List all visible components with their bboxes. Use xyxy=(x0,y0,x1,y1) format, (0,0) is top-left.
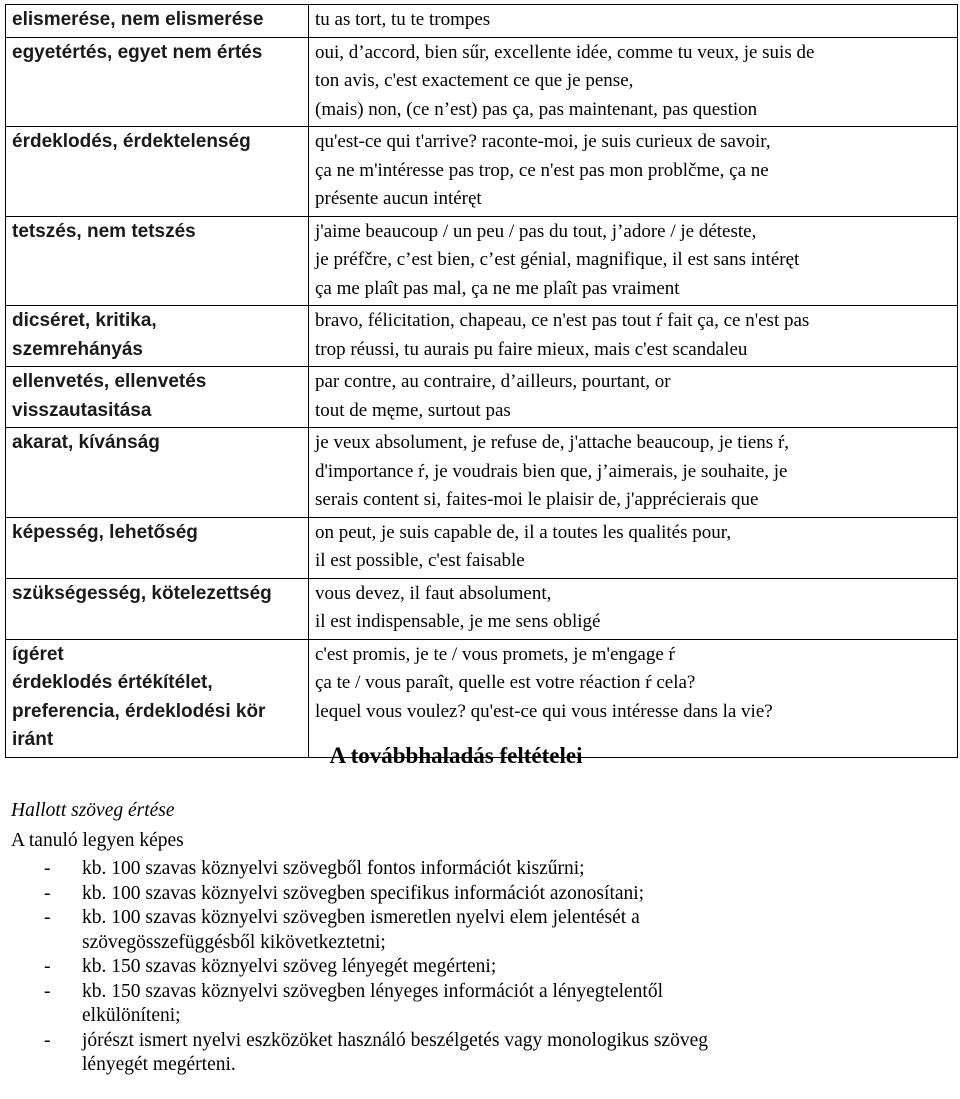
function-label: ígéret xyxy=(12,643,64,665)
phrases-cell xyxy=(309,127,958,217)
phrases-cell xyxy=(309,37,958,127)
table-row xyxy=(6,306,958,367)
function-label: egyetértés, egyet nem értés xyxy=(12,41,263,63)
function-cell xyxy=(6,639,309,757)
list-item xyxy=(11,955,911,980)
section-heading: A továbbhaladás feltételei xyxy=(329,743,583,768)
intro-text: A tanuló legyen képes xyxy=(11,830,184,851)
function-cell xyxy=(6,5,309,38)
phrase-line: qu'est-ce qui t'arrive? raconte-moi, je suis curieux de savoir, xyxy=(315,131,771,152)
list-dash: - xyxy=(44,956,51,977)
table-row xyxy=(6,216,958,306)
function-label: iránt xyxy=(12,729,54,750)
phrase-line: ça me plaît pas mal, ça ne me plaît pas vraiment xyxy=(315,277,680,299)
phrases-cell xyxy=(309,216,958,306)
phrase-line: présente aucun intéręt xyxy=(315,188,482,209)
function-label: preferencia, érdeklodési kör xyxy=(12,700,266,722)
phrase-line: j'aime beaucoup / un peu / pas du tout, j’adore / je déteste, xyxy=(315,220,757,242)
function-cell xyxy=(6,127,309,217)
list-item xyxy=(11,906,911,955)
table-row xyxy=(6,578,958,639)
phrases-cell xyxy=(309,306,958,367)
phrases-cell xyxy=(309,367,958,428)
phrase-line: ça te / vous paraît, quelle est votre réaction ŕ cela? xyxy=(315,672,696,693)
list-item-text: kb. 100 szavas köznyelvi szövegből fontos információt kiszűrni; xyxy=(82,858,585,879)
function-label: visszautasitása xyxy=(12,399,152,421)
list-item-text: jórészt ismert nyelvi eszközöket használó beszélgetés vagy monologikus szöveg xyxy=(82,1029,708,1051)
function-label: dicséret, kritika, xyxy=(12,310,157,331)
list-item-text: kb. 150 szavas köznyelvi szövegben lényeges információt a lényegtelentől xyxy=(82,980,664,1002)
list-item-text: lényegét megérteni. xyxy=(82,1054,236,1075)
function-label: szemrehányás xyxy=(12,338,143,360)
phrases-cell xyxy=(309,639,958,757)
list-item-text: elkülöníteni; xyxy=(82,1005,181,1026)
phrase-line: tu as tort, tu te trompes xyxy=(315,9,491,30)
table-row xyxy=(6,428,958,518)
phrase-line: on peut, je suis capable de, il a toutes les qualités pour, xyxy=(315,521,732,543)
phrase-line: je préfčre, c’est bien, c’est génial, magnifique, il est sans intéręt xyxy=(315,249,800,270)
phrase-line: il est possible, c'est faisable xyxy=(315,550,525,571)
requirements-list xyxy=(11,857,911,1078)
table-row xyxy=(6,127,958,217)
list-item-text: szövegösszefüggésből kikövetkeztetni; xyxy=(82,931,386,953)
list-dash: - xyxy=(44,907,51,928)
function-label: ellenvetés, ellenvetés xyxy=(12,371,207,392)
phrase-line: oui, d’accord, bien sűr, excellente idée, comme tu veux, je suis de xyxy=(315,41,815,63)
phrase-line: lequel vous voulez? qu'est-ce qui vous intéresse dans la vie? xyxy=(315,700,773,722)
table-row xyxy=(6,517,958,578)
function-label: érdeklodés értékítélet, xyxy=(12,672,213,693)
function-cell xyxy=(6,367,309,428)
phrases-cell xyxy=(309,578,958,639)
list-item xyxy=(11,857,911,882)
function-label: képesség, lehetőség xyxy=(12,521,198,543)
function-label: tetszés, nem tetszés xyxy=(12,220,196,242)
table-row xyxy=(6,37,958,127)
phrases-cell xyxy=(309,428,958,518)
list-dash: - xyxy=(44,882,51,904)
phrase-line: c'est promis, je te / vous promets, je m'engage ŕ xyxy=(315,643,675,665)
phrase-line: il est indispensable, je me sens obligé xyxy=(315,611,601,632)
function-label: elismerése, nem elismerése xyxy=(12,9,264,30)
list-item-text: kb. 100 szavas köznyelvi szövegben ismeretlen nyelvi elem jelentését a xyxy=(82,907,640,928)
function-cell xyxy=(6,306,309,367)
table-row xyxy=(6,5,958,38)
subsection-title: Hallott szöveg értése xyxy=(11,800,175,821)
list-dash: - xyxy=(44,980,51,1002)
table-row xyxy=(6,639,958,757)
list-item-text: kb. 100 szavas köznyelvi szövegben specifikus információt azonosítani; xyxy=(82,882,645,904)
function-label: akarat, kívánság xyxy=(12,432,160,453)
function-cell xyxy=(6,428,309,518)
phrases-cell xyxy=(309,5,958,38)
function-label: érdeklodés, érdektelenség xyxy=(12,131,251,152)
phrase-line: ça ne m'intéresse pas trop, ce n'est pas mon problčme, ça ne xyxy=(315,159,769,181)
phrase-line: je veux absolument, je refuse de, j'attache beaucoup, je tiens ŕ, xyxy=(315,432,790,453)
list-dash: - xyxy=(44,858,51,879)
phrases-cell xyxy=(309,517,958,578)
language-functions-table xyxy=(5,4,958,758)
table-row xyxy=(6,367,958,428)
phrase-line: serais content si, faites-moi le plaisir de, j'apprécierais que xyxy=(315,489,759,510)
list-item xyxy=(11,1029,911,1078)
function-cell xyxy=(6,37,309,127)
function-cell xyxy=(6,216,309,306)
list-item-text: kb. 150 szavas köznyelvi szöveg lényegét megérteni; xyxy=(82,956,497,977)
phrase-line: ton avis, c'est exactement ce que je pense, xyxy=(315,70,634,91)
function-label: szükségesség, kötelezettség xyxy=(12,582,272,604)
phrase-line: par contre, au contraire, d’ailleurs, pourtant, or xyxy=(315,371,671,392)
list-item xyxy=(11,980,911,1029)
list-item xyxy=(11,882,911,907)
phrase-line: vous devez, il faut absolument, xyxy=(315,582,552,604)
phrase-line: (mais) non, (ce n’est) pas ça, pas maintenant, pas question xyxy=(315,98,758,120)
list-dash: - xyxy=(44,1029,51,1051)
phrase-line: bravo, félicitation, chapeau, ce n'est pas tout ŕ fait ça, ce n'est pas xyxy=(315,310,810,331)
phrase-line: trop réussi, tu aurais pu faire mieux, mais c'est scandaleu xyxy=(315,338,748,360)
function-cell xyxy=(6,517,309,578)
phrase-line: d'importance ŕ, je voudrais bien que, j’aimerais, je souhaite, je xyxy=(315,460,788,482)
function-cell xyxy=(6,578,309,639)
phrase-line: tout de męme, surtout pas xyxy=(315,399,511,421)
